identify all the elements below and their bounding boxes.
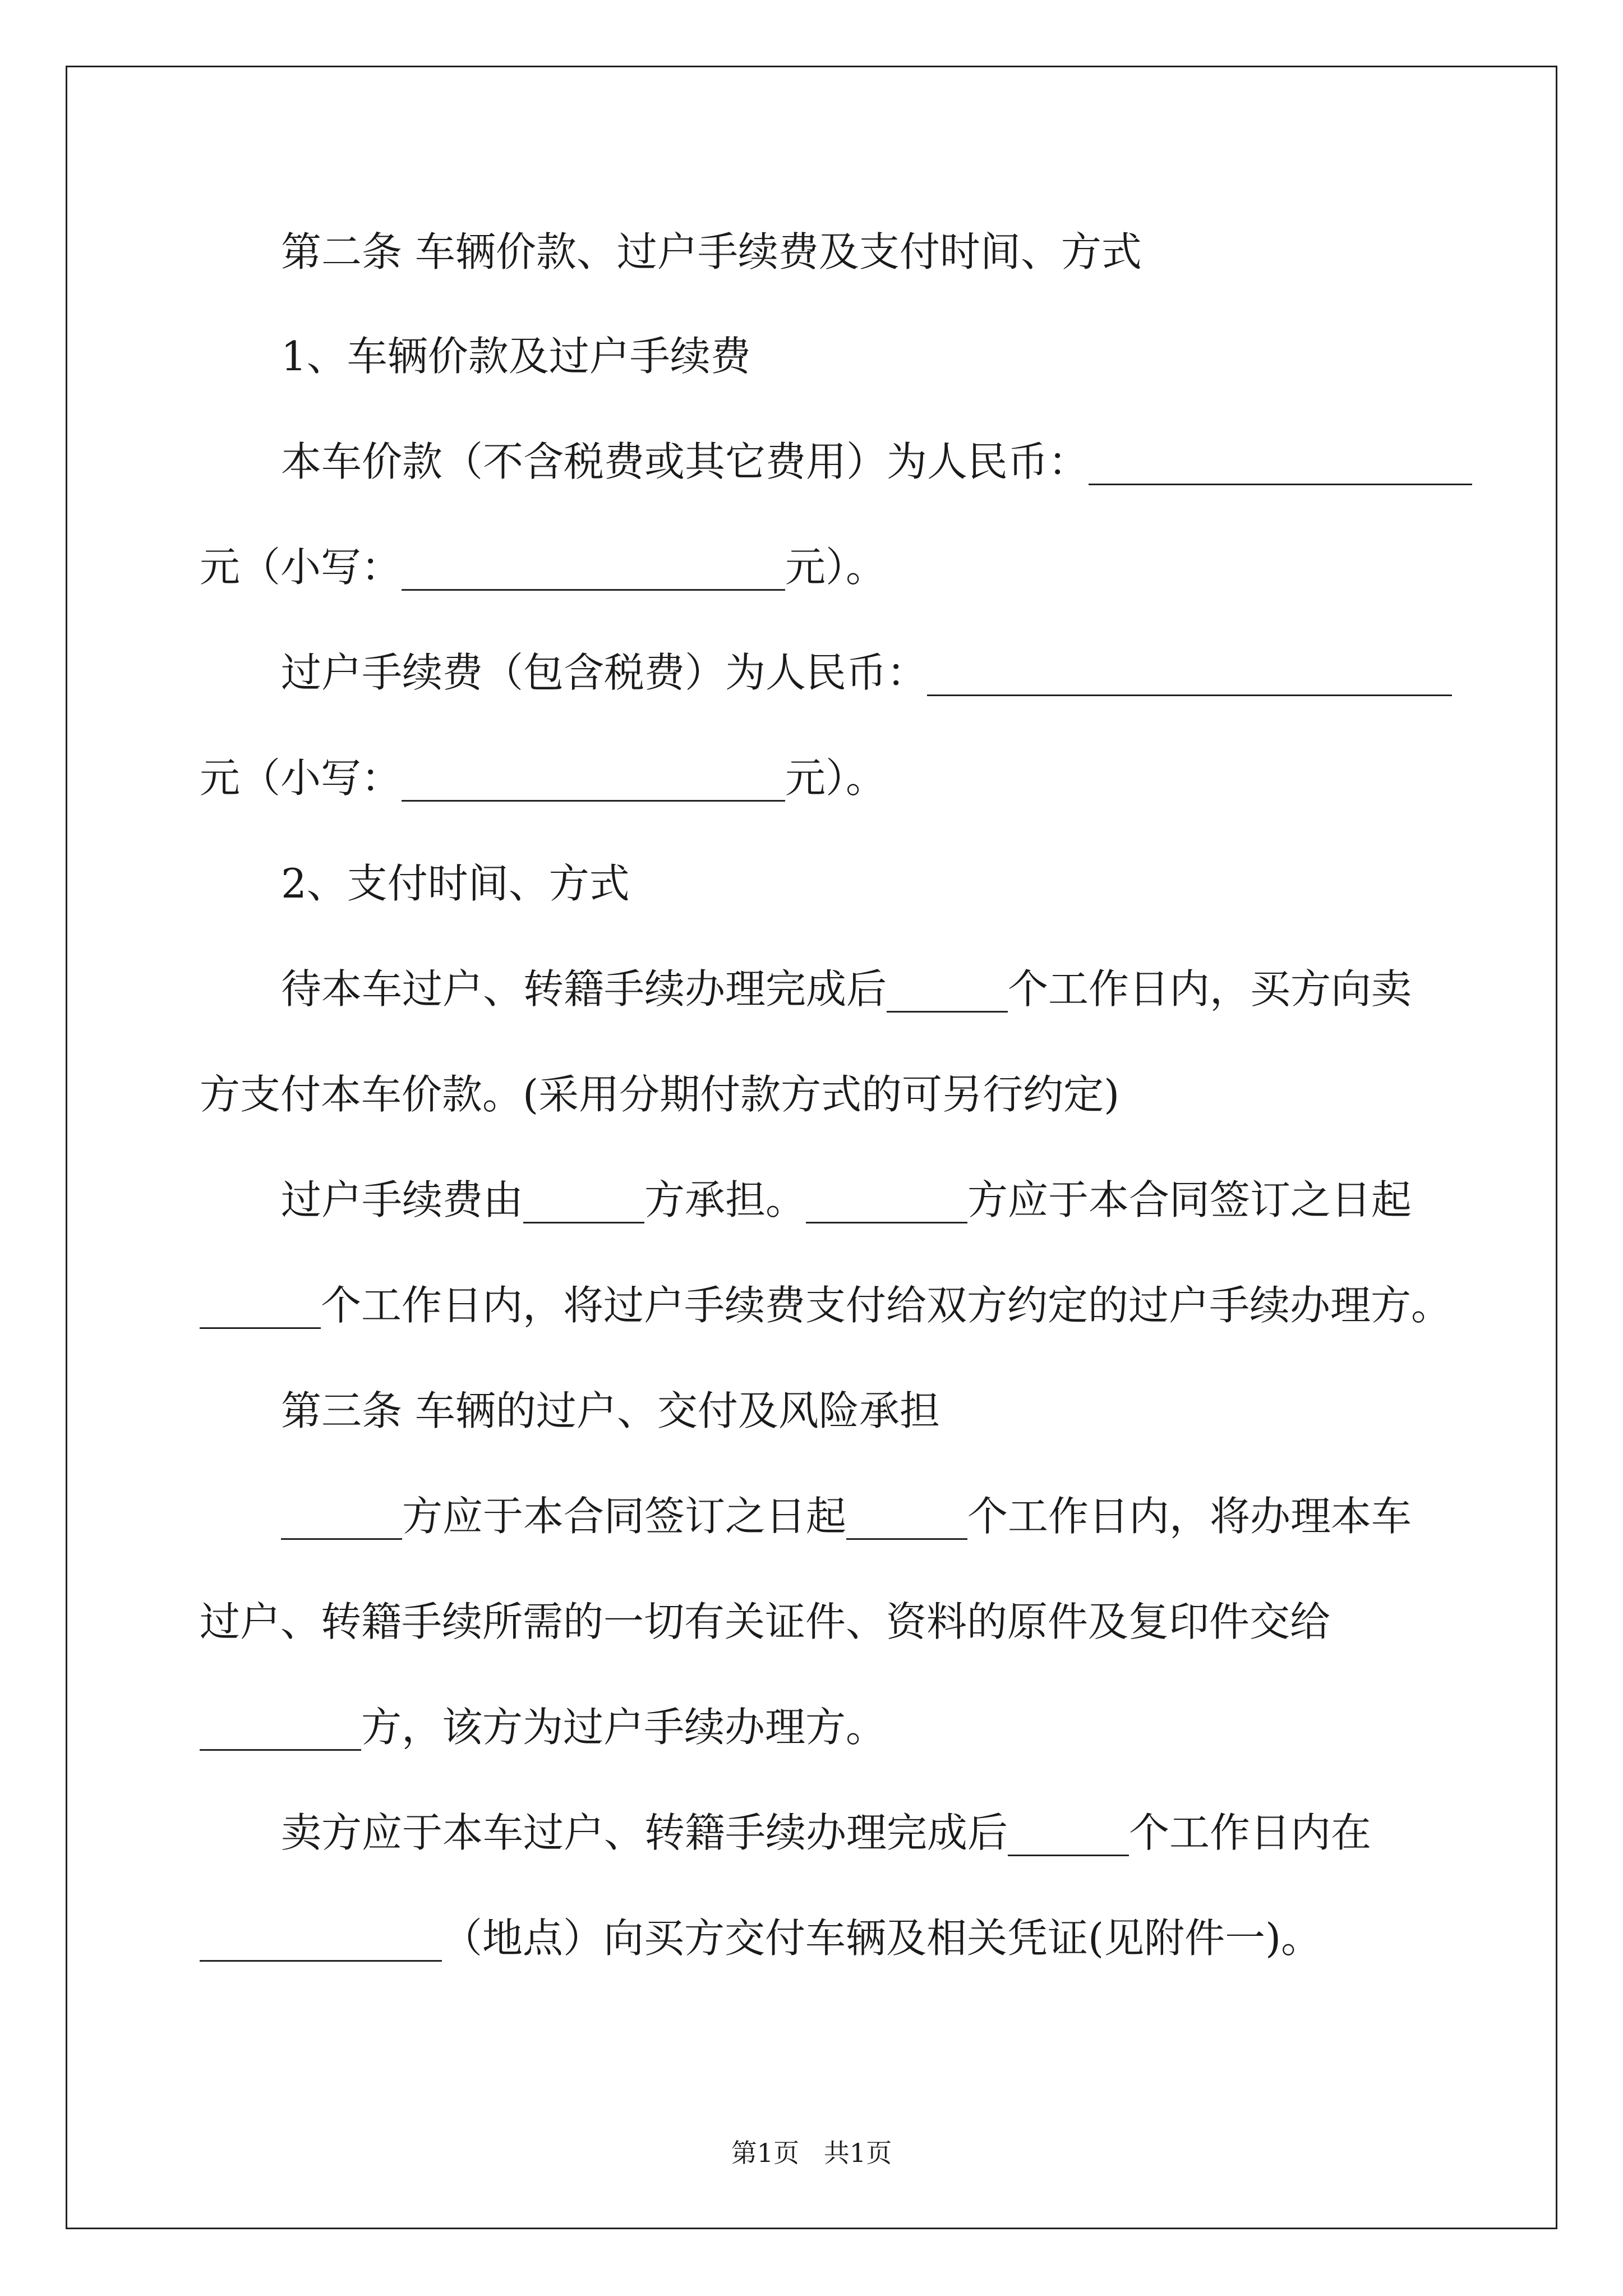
clause-2-heading: 2、支付时间、方式 — [281, 860, 630, 907]
page-number: 第1页 共1页 — [731, 2138, 892, 2168]
vehicle-price-line: 本车价款（不含税费或其它费用）为人民币：___________________ — [281, 438, 1473, 485]
documents-delivery-line-3: ________方，该方为过户手续办理方。 — [200, 1704, 887, 1751]
documents-delivery-line-1: ______方应于本合同签订之日起______个工作日内，将办理本车 — [281, 1493, 1412, 1540]
payment-time-line-2: 方支付本车价款。(采用分期付款方式的可另行约定) — [200, 1071, 1120, 1118]
payment-time-line-1: 待本车过户、转籍手续办理完成后______个工作日内，买方向卖 — [281, 965, 1412, 1013]
vehicle-price-amount-line: 元（小写：___________________元）。 — [200, 544, 887, 591]
transfer-fee-line: 过户手续费（包含税费）为人民币：__________________________ — [281, 649, 1453, 696]
transfer-fee-amount-line: 元（小写：___________________元）。 — [200, 754, 887, 802]
vehicle-delivery-line-1: 卖方应于本车过户、转籍手续办理完成后______个工作日内在 — [281, 1809, 1372, 1856]
fee-bearer-line-1: 过户手续费由______方承担。________方应于本合同签订之日起 — [281, 1176, 1412, 1223]
page-border — [66, 66, 1557, 2229]
documents-delivery-line-2: 过户、转籍手续所需的一切有关证件、资料的原件及复印件交给 — [200, 1598, 1331, 1645]
article-2-heading: 第二条 车辆价款、过户手续费及支付时间、方式 — [281, 228, 1142, 275]
article-3-heading: 第三条 车辆的过户、交付及风险承担 — [281, 1387, 940, 1434]
clause-1-heading: 1、车辆价款及过户手续费 — [281, 333, 751, 380]
fee-bearer-line-2: ______个工作日内，将过户手续费支付给双方约定的过户手续办理方。 — [200, 1282, 1452, 1329]
vehicle-delivery-line-2: ____________（地点）向买方交付车辆及相关凭证(见附件一)。 — [200, 1915, 1322, 1962]
